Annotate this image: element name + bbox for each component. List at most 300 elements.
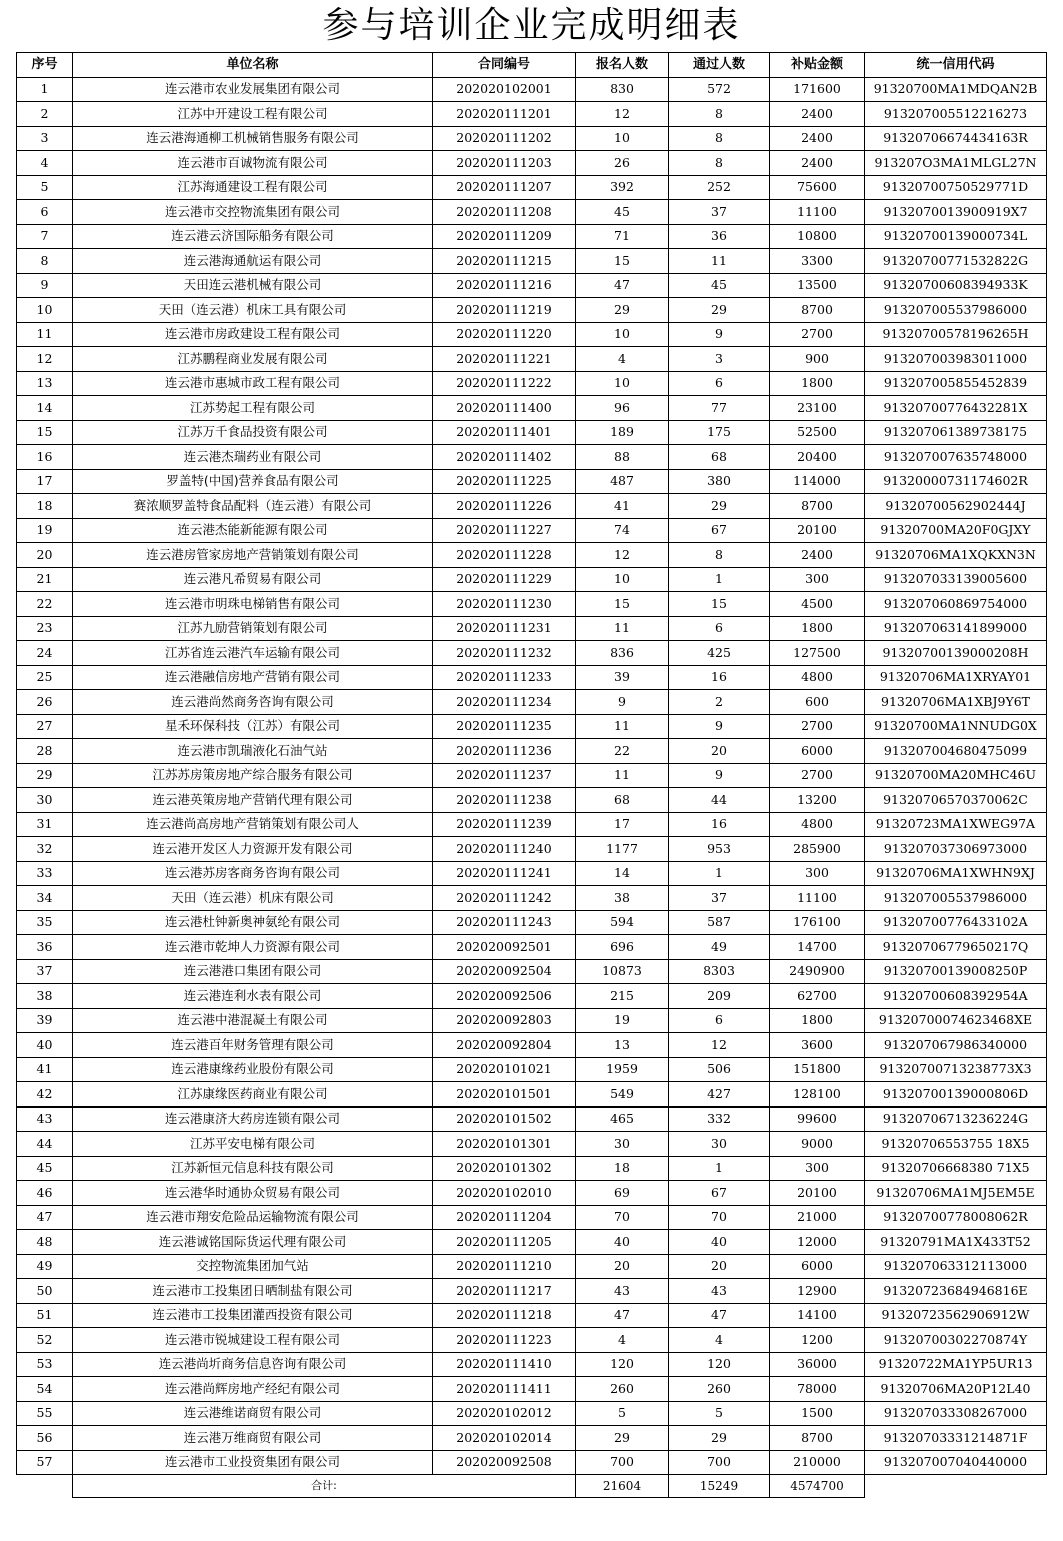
cell-contract-no: 202020101501 [433,1082,576,1107]
cell-index: 5 [17,175,73,200]
cell-company-name: 连云港杰瑞药业有限公司 [73,445,433,470]
cell-index: 51 [17,1303,73,1328]
cell-credit-code: 91320700778008062R [865,1205,1047,1230]
cell-passed: 16 [669,812,770,837]
cell-credit-code: 91320700139008250P [865,959,1047,984]
cell-contract-no: 202020101302 [433,1156,576,1181]
table-body [17,77,1047,1475]
cell-registered: 26 [576,151,669,176]
cell-index: 23 [17,616,73,641]
table-row [17,102,1047,127]
table-row [17,690,1047,715]
cell-index: 49 [17,1254,73,1279]
cell-credit-code: 913207061389738175 [865,420,1047,445]
table-row [17,175,1047,200]
cell-contract-no: 202020111223 [433,1328,576,1353]
cell-index: 9 [17,273,73,298]
cell-index: 26 [17,690,73,715]
table-row [17,494,1047,519]
cell-subsidy: 23100 [770,396,865,421]
table-row [17,322,1047,347]
table-row [17,1426,1047,1451]
cell-company-name: 连云港海通航运有限公司 [73,249,433,274]
cell-company-name: 江苏中开建设工程有限公司 [73,102,433,127]
cell-credit-code: 913207005855452839 [865,371,1047,396]
cell-contract-no: 202020092506 [433,984,576,1009]
cell-contract-no: 202020111239 [433,812,576,837]
cell-index: 13 [17,371,73,396]
cell-registered: 11 [576,763,669,788]
cell-credit-code: 913207037306973000 [865,837,1047,862]
cell-passed: 29 [669,1426,770,1451]
cell-company-name: 连云港市百诚物流有限公司 [73,151,433,176]
cell-contract-no: 202020111402 [433,445,576,470]
cell-subsidy: 2400 [770,151,865,176]
cell-registered: 15 [576,592,669,617]
cell-contract-no: 202020092504 [433,959,576,984]
cell-subsidy: 300 [770,861,865,886]
cell-contract-no: 202020111241 [433,861,576,886]
cell-registered: 71 [576,224,669,249]
cell-credit-code: 913207005537986000 [865,886,1047,911]
table-row [17,1181,1047,1206]
cell-passed: 45 [669,273,770,298]
cell-passed: 6 [669,1008,770,1033]
cell-registered: 45 [576,200,669,225]
total-passed: 15249 [669,1475,770,1498]
cell-subsidy: 8700 [770,298,865,323]
cell-registered: 69 [576,1181,669,1206]
cell-company-name: 连云港市工投集团日晒制盐有限公司 [73,1279,433,1304]
cell-company-name: 江苏万千食品投资有限公司 [73,420,433,445]
cell-registered: 11 [576,714,669,739]
cell-passed: 506 [669,1057,770,1082]
cell-company-name: 连云港开发区人力资源开发有限公司 [73,837,433,862]
cell-credit-code: 91320700074623468XE [865,1008,1047,1033]
cell-index: 48 [17,1230,73,1255]
cell-company-name: 江苏九励营销策划有限公司 [73,616,433,641]
cell-company-name: 连云港苏房客商务咨询有限公司 [73,861,433,886]
total-subsidy: 4574700 [770,1475,865,1498]
cell-passed: 380 [669,469,770,494]
cell-subsidy: 8700 [770,494,865,519]
cell-company-name: 天田连云港机械有限公司 [73,273,433,298]
table-row [17,445,1047,470]
cell-passed: 8 [669,151,770,176]
cell-credit-code: 91320703331214871F [865,1426,1047,1451]
cell-credit-code: 91320700608392954A [865,984,1047,1009]
cell-subsidy: 8700 [770,1426,865,1451]
table-row [17,200,1047,225]
table-row [17,1008,1047,1033]
cell-credit-code: 91320706674434163R [865,126,1047,151]
cell-contract-no: 202020111229 [433,567,576,592]
cell-passed: 332 [669,1107,770,1132]
cell-company-name: 交控物流集团加气站 [73,1254,433,1279]
cell-company-name: 连云港百年财务管理有限公司 [73,1033,433,1058]
cell-registered: 20 [576,1254,669,1279]
cell-index: 34 [17,886,73,911]
table-row [17,910,1047,935]
cell-company-name: 连云港康缘药业股份有限公司 [73,1057,433,1082]
cell-credit-code: 913207033139005600 [865,567,1047,592]
cell-contract-no: 202020111218 [433,1303,576,1328]
cell-passed: 425 [669,641,770,666]
cell-index: 18 [17,494,73,519]
table-row [17,959,1047,984]
cell-contract-no: 202020111401 [433,420,576,445]
cell-passed: 20 [669,739,770,764]
cell-company-name: 连云港市房政建设工程有限公司 [73,322,433,347]
cell-contract-no: 202020102012 [433,1401,576,1426]
cell-company-name: 天田（连云港）机床有限公司 [73,886,433,911]
cell-registered: 10 [576,567,669,592]
cell-company-name: 连云港市交控物流集团有限公司 [73,200,433,225]
cell-credit-code: 91320700713238773X3 [865,1057,1047,1082]
cell-index: 19 [17,518,73,543]
cell-contract-no: 202020111207 [433,175,576,200]
cell-credit-code: 913207004680475099 [865,739,1047,764]
cell-passed: 9 [669,763,770,788]
cell-company-name: 江苏苏房策房地产综合服务有限公司 [73,763,433,788]
cell-passed: 40 [669,1230,770,1255]
cell-passed: 30 [669,1132,770,1157]
cell-contract-no: 202020111201 [433,102,576,127]
cell-passed: 175 [669,420,770,445]
cell-subsidy: 600 [770,690,865,715]
cell-subsidy: 6000 [770,1254,865,1279]
cell-company-name: 赛浓顺罗盖特食品配料（连云港）有限公司 [73,494,433,519]
cell-contract-no: 202020111222 [433,371,576,396]
cell-passed: 29 [669,494,770,519]
cell-company-name: 连云港凡希贸易有限公司 [73,567,433,592]
cell-registered: 120 [576,1352,669,1377]
cell-registered: 88 [576,445,669,470]
cell-passed: 587 [669,910,770,935]
cell-index: 38 [17,984,73,1009]
table-row [17,1132,1047,1157]
cell-contract-no: 202020111208 [433,200,576,225]
cell-credit-code: 91320706713236224G [865,1107,1047,1132]
cell-contract-no: 202020111203 [433,151,576,176]
table-row [17,151,1047,176]
table-row [17,592,1047,617]
cell-index: 2 [17,102,73,127]
cell-passed: 6 [669,616,770,641]
cell-registered: 70 [576,1205,669,1230]
cell-passed: 1 [669,567,770,592]
cell-passed: 2 [669,690,770,715]
cell-company-name: 江苏省连云港汽车运输有限公司 [73,641,433,666]
cell-credit-code: 91320000731174602R [865,469,1047,494]
cell-index: 44 [17,1132,73,1157]
cell-company-name: 连云港尚圻商务信息咨询有限公司 [73,1352,433,1377]
table-row [17,1107,1047,1132]
cell-company-name: 连云港市锐城建设工程有限公司 [73,1328,433,1353]
cell-passed: 8 [669,126,770,151]
cell-company-name: 连云港中港混凝土有限公司 [73,1008,433,1033]
cell-registered: 215 [576,984,669,1009]
table-row [17,224,1047,249]
table-row [17,763,1047,788]
cell-contract-no: 202020111210 [433,1254,576,1279]
cell-company-name: 连云港市工业投资集团有限公司 [73,1450,433,1475]
cell-contract-no: 202020111237 [433,763,576,788]
cell-subsidy: 78000 [770,1377,865,1402]
cell-contract-no: 202020111243 [433,910,576,935]
cell-contract-no: 202020111209 [433,224,576,249]
cell-registered: 4 [576,1328,669,1353]
cell-subsidy: 1200 [770,1328,865,1353]
cell-subsidy: 176100 [770,910,865,935]
table-row [17,739,1047,764]
cell-index: 46 [17,1181,73,1206]
cell-registered: 41 [576,494,669,519]
cell-registered: 12 [576,543,669,568]
table-row [17,567,1047,592]
cell-subsidy: 1500 [770,1401,865,1426]
cell-passed: 1 [669,1156,770,1181]
cell-company-name: 江苏康缘医药商业有限公司 [73,1082,433,1107]
cell-index: 27 [17,714,73,739]
table-row [17,861,1047,886]
cell-index: 54 [17,1377,73,1402]
cell-subsidy: 21000 [770,1205,865,1230]
table-row [17,1156,1047,1181]
cell-subsidy: 11100 [770,200,865,225]
table-row [17,1377,1047,1402]
cell-subsidy: 2400 [770,102,865,127]
cell-registered: 1177 [576,837,669,862]
cell-passed: 209 [669,984,770,1009]
table-row [17,543,1047,568]
cell-subsidy: 36000 [770,1352,865,1377]
table-row [17,886,1047,911]
cell-contract-no: 202020092508 [433,1450,576,1475]
cell-registered: 39 [576,665,669,690]
cell-credit-code: 91320700MA1MDQAN2B [865,77,1047,102]
cell-passed: 3 [669,347,770,372]
table-row [17,714,1047,739]
cell-credit-code: 91320791MA1X433T52 [865,1230,1047,1255]
cell-contract-no: 202020092803 [433,1008,576,1033]
cell-credit-code: 91320700608394933K [865,273,1047,298]
cell-company-name: 江苏鹏程商业发展有限公司 [73,347,433,372]
table-row [17,77,1047,102]
cell-credit-code: 91320706MA1MJ5EM5E [865,1181,1047,1206]
cell-contract-no: 202020111232 [433,641,576,666]
cell-credit-code: 91320700139000806D [865,1082,1047,1107]
cell-credit-code: 91320723684946816E [865,1279,1047,1304]
cell-registered: 189 [576,420,669,445]
cell-index: 35 [17,910,73,935]
cell-contract-no: 202020111400 [433,396,576,421]
table-row [17,371,1047,396]
cell-subsidy: 210000 [770,1450,865,1475]
cell-index: 21 [17,567,73,592]
cell-passed: 37 [669,200,770,225]
cell-subsidy: 9000 [770,1132,865,1157]
cell-index: 31 [17,812,73,837]
cell-company-name: 连云港港口集团有限公司 [73,959,433,984]
cell-index: 45 [17,1156,73,1181]
cell-index: 12 [17,347,73,372]
cell-company-name: 连云港市明珠电梯销售有限公司 [73,592,433,617]
cell-registered: 29 [576,298,669,323]
cell-credit-code: 91320700776433102A [865,910,1047,935]
cell-contract-no: 202020111219 [433,298,576,323]
cell-credit-code: 91320700776432281X [865,396,1047,421]
cell-passed: 427 [669,1082,770,1107]
cell-subsidy: 52500 [770,420,865,445]
cell-passed: 8303 [669,959,770,984]
cell-subsidy: 285900 [770,837,865,862]
cell-company-name: 连云港英策房地产营销代理有限公司 [73,788,433,813]
column-header-registered: 报名人数 [576,53,669,78]
cell-registered: 47 [576,1303,669,1328]
cell-contract-no: 202020111240 [433,837,576,862]
cell-subsidy: 4800 [770,812,865,837]
cell-index: 3 [17,126,73,151]
cell-registered: 47 [576,273,669,298]
cell-company-name: 连云港尚高房地产营销策划有限公司人 [73,812,433,837]
cell-passed: 700 [669,1450,770,1475]
cell-index: 22 [17,592,73,617]
cell-registered: 10 [576,371,669,396]
cell-index: 40 [17,1033,73,1058]
cell-credit-code: 91320700302270874Y [865,1328,1047,1353]
cell-company-name: 连云港连利水表有限公司 [73,984,433,1009]
cell-passed: 9 [669,714,770,739]
column-header-company: 单位名称 [73,53,433,78]
cell-registered: 29 [576,1426,669,1451]
cell-credit-code: 91320706MA1XBJ9Y6T [865,690,1047,715]
cell-credit-code: 91320706MA1XRYAY01 [865,665,1047,690]
cell-contract-no: 202020092804 [433,1033,576,1058]
cell-contract-no: 202020111411 [433,1377,576,1402]
cell-credit-code: 9132070013900919X7 [865,200,1047,225]
cell-contract-no: 202020111236 [433,739,576,764]
table-row [17,396,1047,421]
cell-credit-code: 91320706553755 18X5 [865,1132,1047,1157]
cell-contract-no: 202020111225 [433,469,576,494]
cell-company-name: 罗盖特(中国)营养食品有限公司 [73,469,433,494]
cell-company-name: 江苏新恒元信息科技有限公司 [73,1156,433,1181]
cell-contract-no: 202020111231 [433,616,576,641]
cell-company-name: 连云港市工投集团灌西投资有限公司 [73,1303,433,1328]
cell-credit-code: 913207060869754000 [865,592,1047,617]
cell-company-name: 连云港市惠城市政工程有限公司 [73,371,433,396]
table-row [17,249,1047,274]
cell-credit-code: 913207063141899000 [865,616,1047,641]
cell-index: 50 [17,1279,73,1304]
cell-subsidy: 14100 [770,1303,865,1328]
column-header-subsidy: 补贴金额 [770,53,865,78]
cell-passed: 29 [669,298,770,323]
cell-passed: 120 [669,1352,770,1377]
cell-index: 7 [17,224,73,249]
cell-passed: 953 [669,837,770,862]
cell-subsidy: 10800 [770,224,865,249]
cell-company-name: 连云港融信房地产营销有限公司 [73,665,433,690]
cell-index: 10 [17,298,73,323]
cell-company-name: 天田（连云港）机床工具有限公司 [73,298,433,323]
cell-index: 41 [17,1057,73,1082]
cell-passed: 37 [669,886,770,911]
cell-passed: 1 [669,861,770,886]
cell-credit-code: 913207007635748000 [865,445,1047,470]
cell-registered: 19 [576,1008,669,1033]
cell-passed: 12 [669,1033,770,1058]
cell-contract-no: 202020111228 [433,543,576,568]
cell-subsidy: 128100 [770,1082,865,1107]
cell-registered: 4 [576,347,669,372]
cell-index: 36 [17,935,73,960]
cell-credit-code: 913207005537986000 [865,298,1047,323]
table-row [17,1279,1047,1304]
cell-registered: 12 [576,102,669,127]
cell-company-name: 连云港市凯瑞液化石油气站 [73,739,433,764]
cell-credit-code: 91320700750529771D [865,175,1047,200]
cell-index: 53 [17,1352,73,1377]
cell-company-name: 江苏势起工程有限公司 [73,396,433,421]
cell-subsidy: 20100 [770,518,865,543]
cell-passed: 36 [669,224,770,249]
cell-subsidy: 13200 [770,788,865,813]
cell-registered: 38 [576,886,669,911]
cell-registered: 10 [576,322,669,347]
cell-registered: 17 [576,812,669,837]
table-row [17,469,1047,494]
cell-registered: 14 [576,861,669,886]
cell-contract-no: 202020111238 [433,788,576,813]
cell-company-name: 江苏平安电梯有限公司 [73,1132,433,1157]
cell-passed: 70 [669,1205,770,1230]
cell-passed: 15 [669,592,770,617]
cell-passed: 77 [669,396,770,421]
cell-registered: 549 [576,1082,669,1107]
cell-credit-code: 91320700139000734L [865,224,1047,249]
cell-company-name: 连云港杰能新能源有限公司 [73,518,433,543]
cell-passed: 6 [669,371,770,396]
cell-credit-code: 91320723MA1XWEG97A [865,812,1047,837]
cell-credit-code: 91320700MA1NNUDG0X [865,714,1047,739]
cell-registered: 392 [576,175,669,200]
cell-subsidy: 900 [770,347,865,372]
table-row [17,984,1047,1009]
cell-contract-no: 202020101502 [433,1107,576,1132]
cell-subsidy: 11100 [770,886,865,911]
table-row [17,788,1047,813]
table-row [17,935,1047,960]
cell-index: 11 [17,322,73,347]
cell-subsidy: 127500 [770,641,865,666]
cell-credit-code: 91320700562902444J [865,494,1047,519]
page-title: 参与培训企业完成明细表 [322,5,741,46]
column-header-passed: 通过人数 [669,53,770,78]
cell-registered: 830 [576,77,669,102]
cell-passed: 16 [669,665,770,690]
cell-contract-no: 202020092501 [433,935,576,960]
cell-index: 4 [17,151,73,176]
cell-registered: 260 [576,1377,669,1402]
cell-company-name: 连云港尚然商务咨询有限公司 [73,690,433,715]
table-row [17,1450,1047,1475]
cell-subsidy: 75600 [770,175,865,200]
total-blank-cell [17,1475,73,1498]
cell-index: 56 [17,1426,73,1451]
cell-registered: 9 [576,690,669,715]
